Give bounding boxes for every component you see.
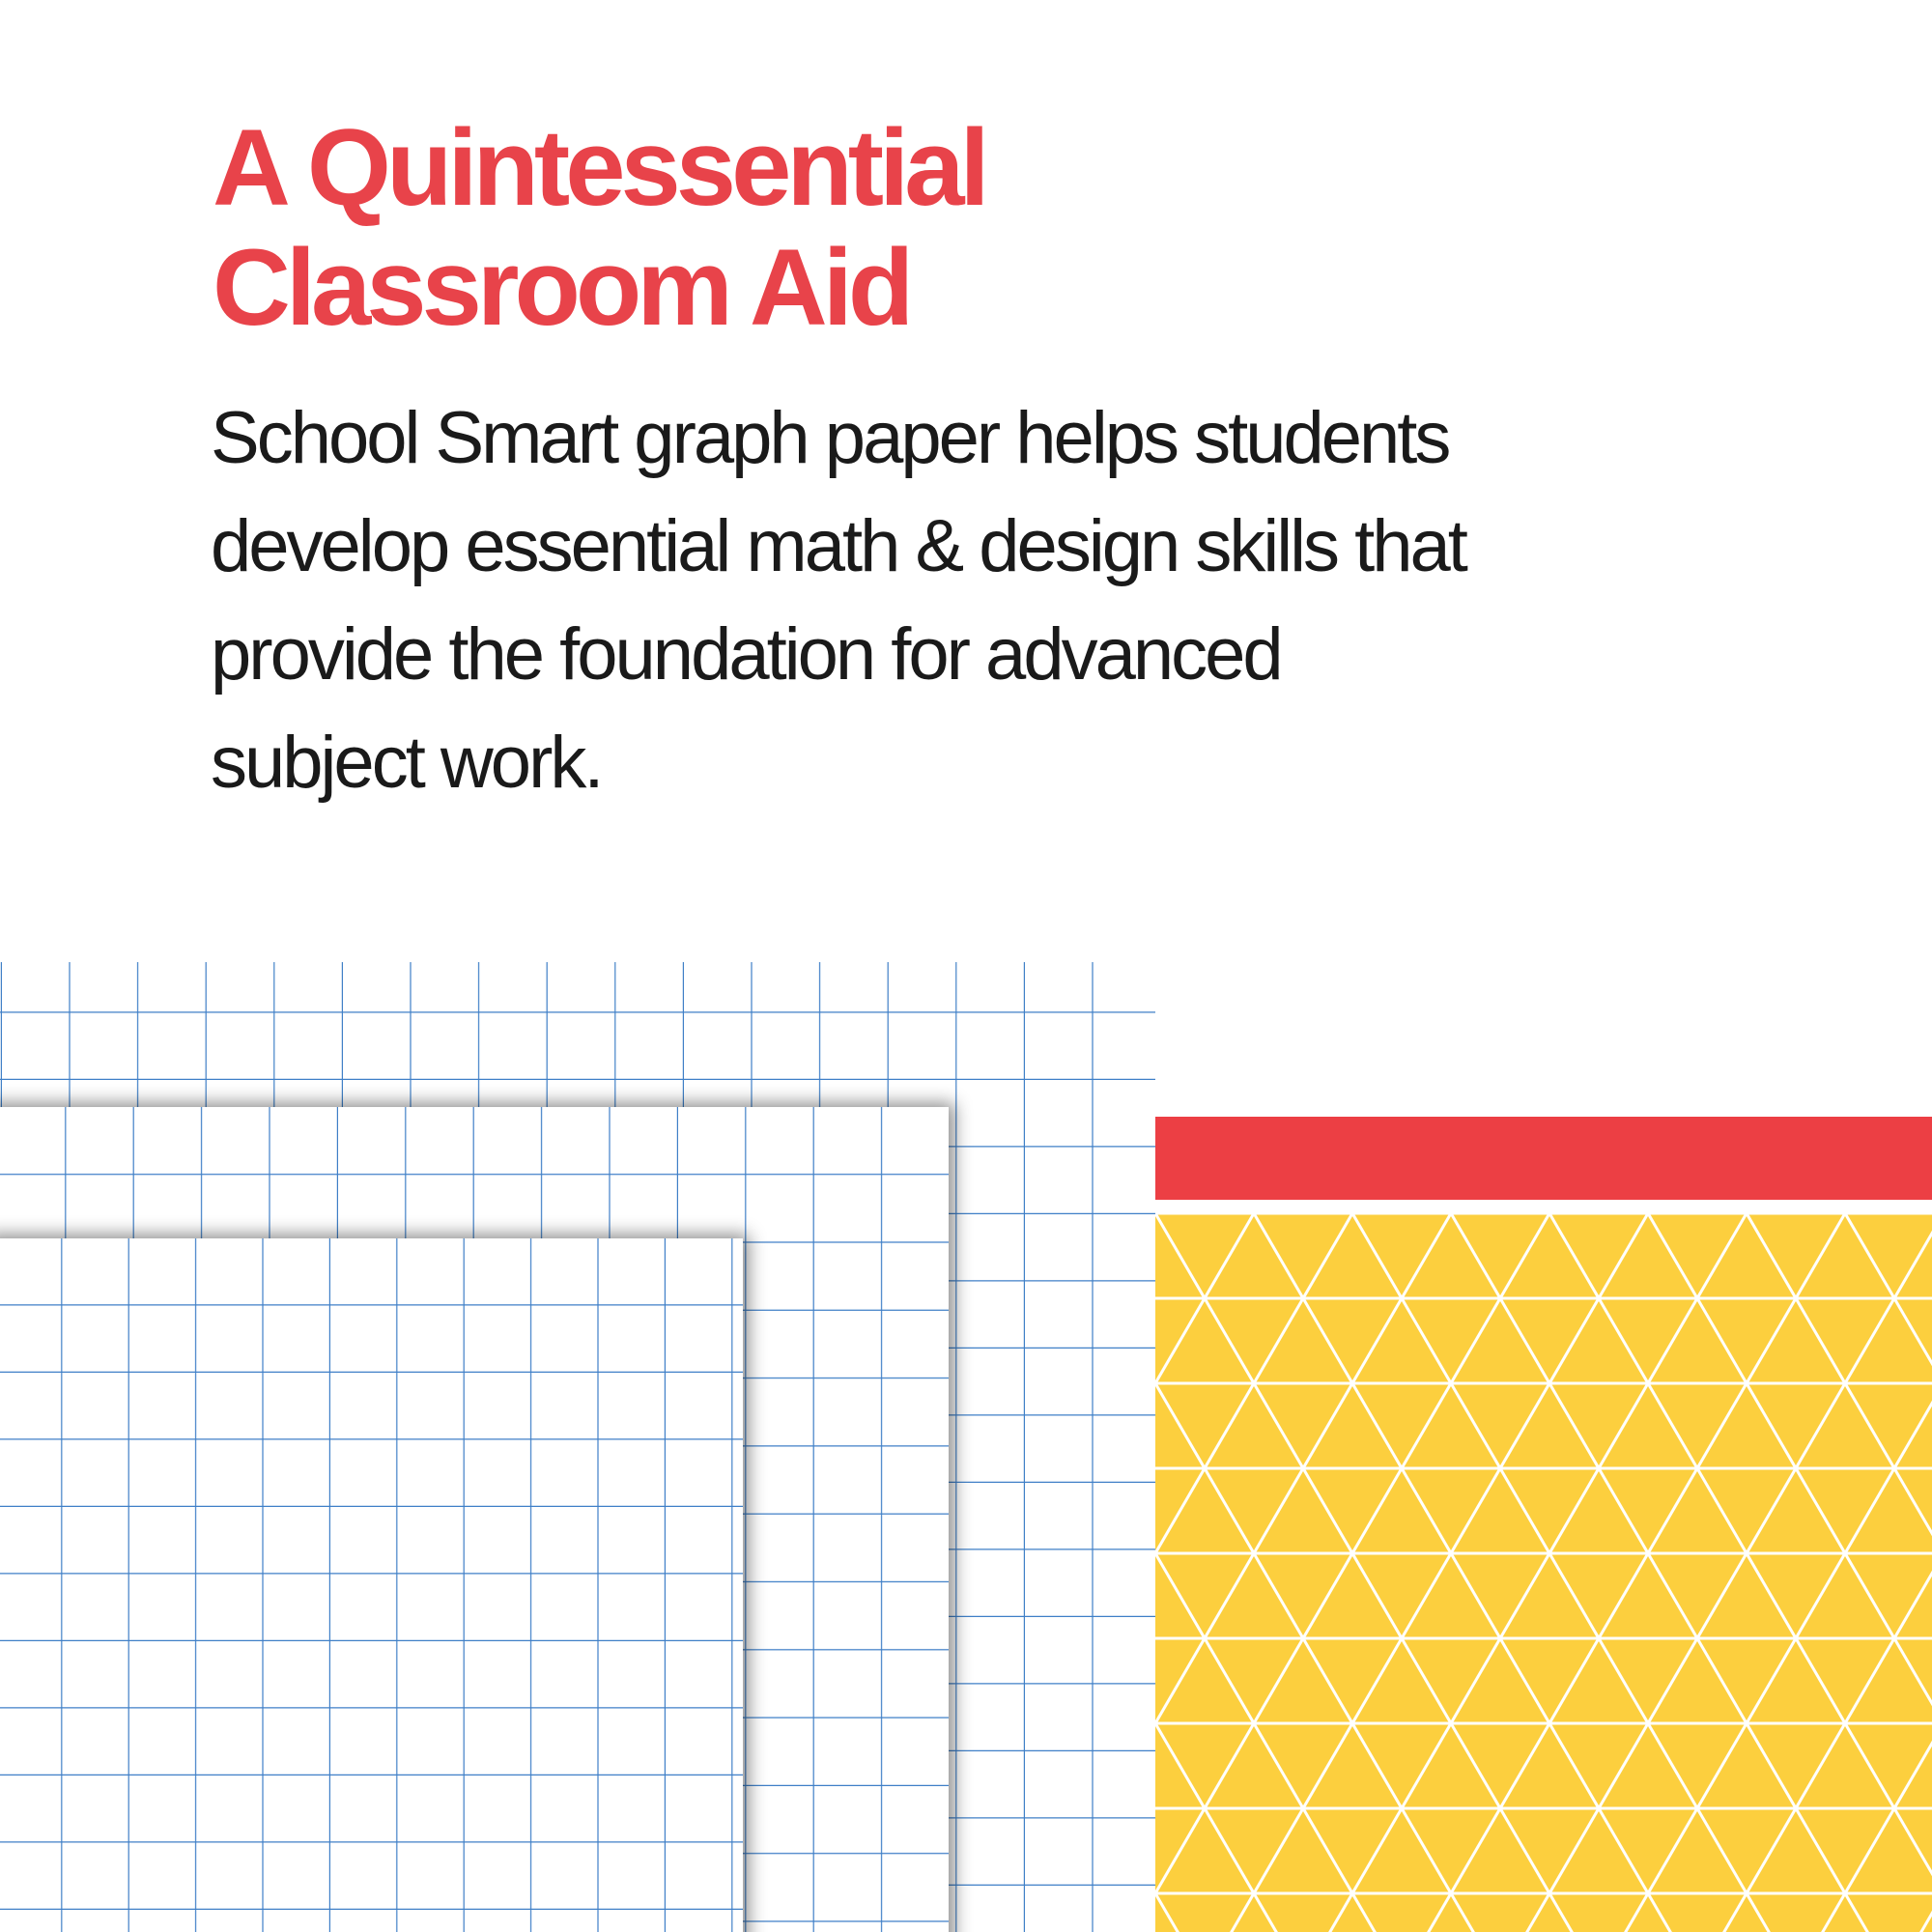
body-line-2: develop essential math & design skills that [211,505,1465,587]
notebook-cover [1155,1117,1932,1932]
headline-line-1: A Quintessential [213,107,985,228]
body-line-1: School Smart graph paper helps students [211,397,1449,479]
front-graph-sheet [0,1238,743,1932]
body-line-3: provide the foundation for advanced [211,613,1281,696]
headline-line-2: Classroom Aid [213,227,910,348]
notebook-triangle-pattern [1155,1213,1932,1932]
body-line-4: subject work. [211,722,602,804]
notebook-red-band [1155,1117,1932,1200]
